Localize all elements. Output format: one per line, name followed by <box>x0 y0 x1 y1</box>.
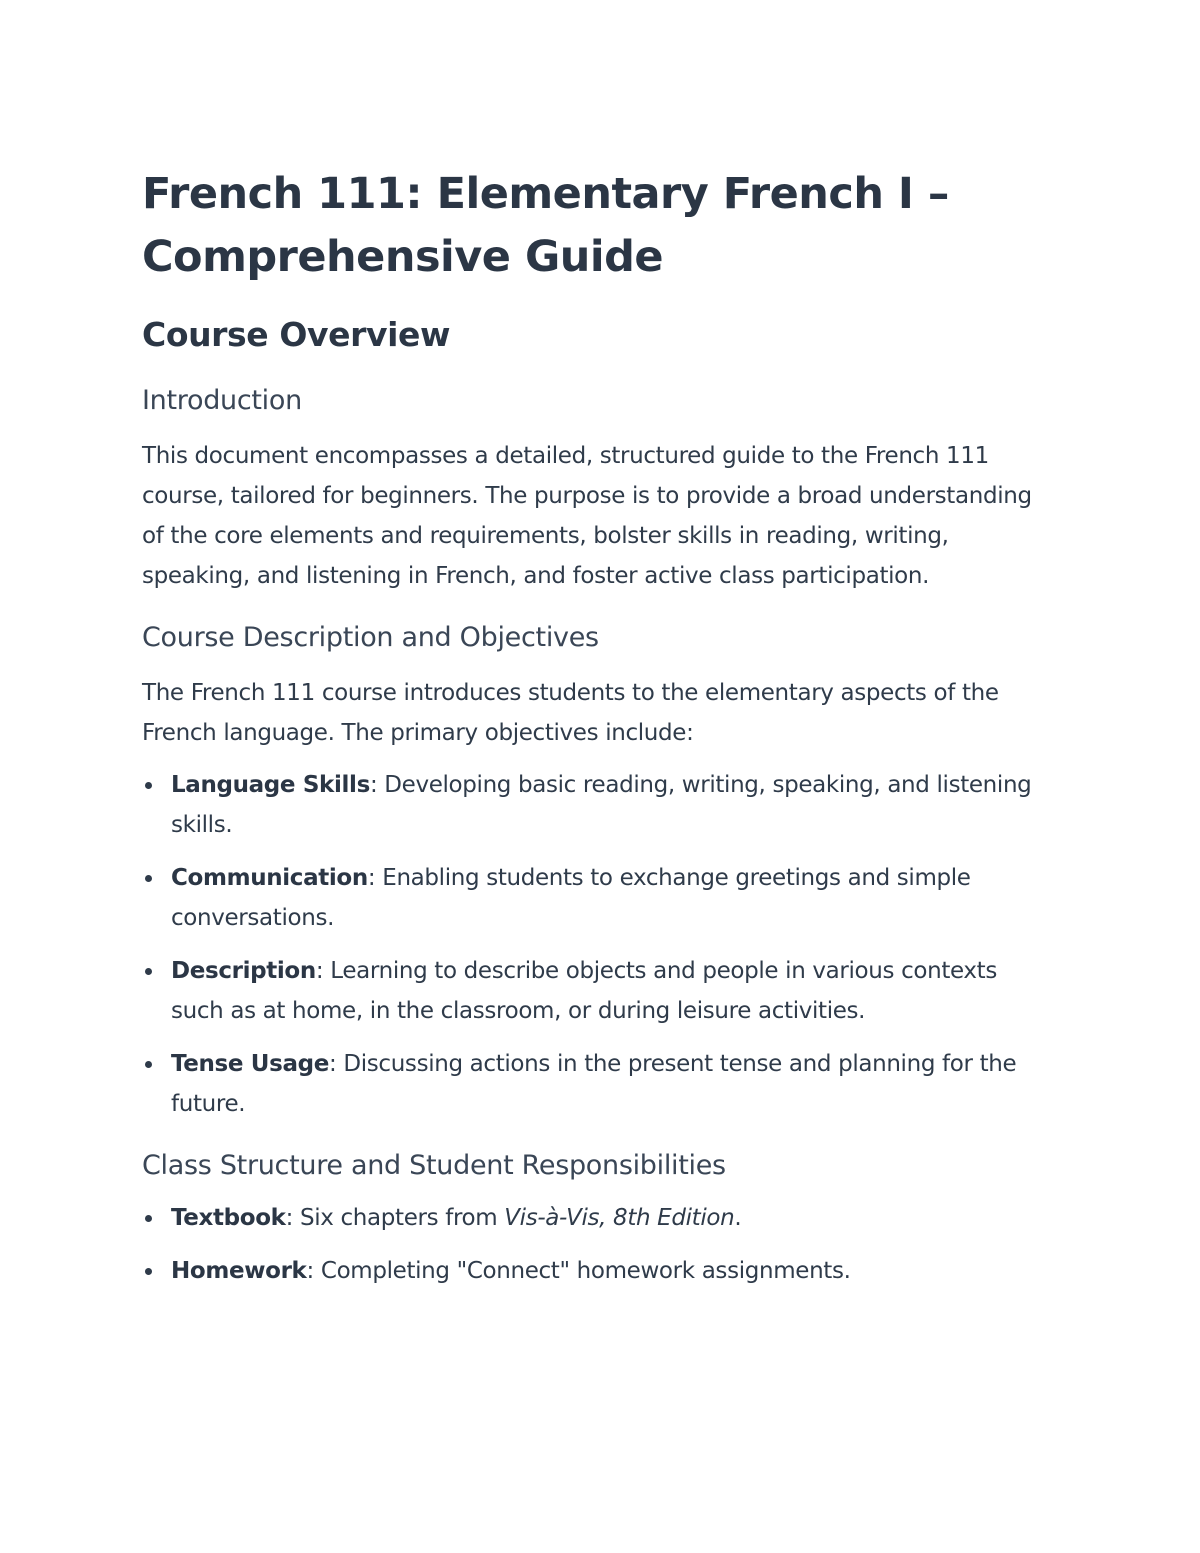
textbook-title: Vis-à-Vis, 8th Edition <box>504 1205 735 1231</box>
list-item-term: Tense Usage <box>171 1051 330 1077</box>
list-item-tail: . <box>734 1205 742 1231</box>
objectives-list <box>142 765 1050 1124</box>
introduction-paragraph: This document encompasses a detailed, structured guide to the French 111 course, tailored for beginners. The purpose is to provide a broad understanding of the core elements and requirements, bolster skills in reading, writing, speaking, and listening in French, and foster active class participation. <box>142 443 1032 589</box>
bullet-icon <box>145 1061 152 1068</box>
responsibilities-list <box>142 1198 1050 1291</box>
course-description-paragraph: The French 111 course introduces students to the elementary aspects of the French language. The primary objectives include: <box>142 680 999 746</box>
list-item <box>142 1044 1050 1124</box>
list-item-term: Language Skills <box>171 772 370 798</box>
list-item <box>142 951 1050 1031</box>
list-item-text: : Learning to describe objects and people in various contexts such as at home, in the classroom, or during leisure activities. <box>171 958 997 1024</box>
list-item-term: Textbook <box>171 1205 286 1231</box>
bullet-icon <box>145 1268 152 1275</box>
list-item-term: Description <box>171 958 316 984</box>
list-item <box>142 1251 1050 1291</box>
list-item-term: Communication <box>171 865 368 891</box>
list-item <box>142 765 1050 845</box>
list-item-text: : Six chapters from <box>285 1205 505 1231</box>
bullet-icon <box>145 1215 152 1222</box>
subheading-course-description: Course Description and Objectives <box>142 622 599 653</box>
list-item <box>142 1198 1050 1238</box>
bullet-icon <box>145 968 152 975</box>
list-item-text: : Completing "Connect" homework assignments. <box>306 1258 851 1284</box>
subheading-introduction: Introduction <box>142 385 302 416</box>
subheading-class-structure: Class Structure and Student Responsibilities <box>142 1150 726 1181</box>
list-item-text: : Enabling students to exchange greetings and simple conversations. <box>171 865 971 931</box>
list-item-term: Homework <box>171 1258 307 1284</box>
bullet-icon <box>145 875 152 882</box>
section-heading-course-overview: Course Overview <box>142 315 451 354</box>
list-item-text: : Developing basic reading, writing, speaking, and listening skills. <box>171 772 1032 838</box>
bullet-icon <box>145 782 152 789</box>
list-item <box>142 858 1050 938</box>
document-title: French 111: Elementary French I – Comprehensive Guide <box>142 169 949 282</box>
list-item-text: : Discussing actions in the present tense and planning for the future. <box>171 1051 1017 1117</box>
